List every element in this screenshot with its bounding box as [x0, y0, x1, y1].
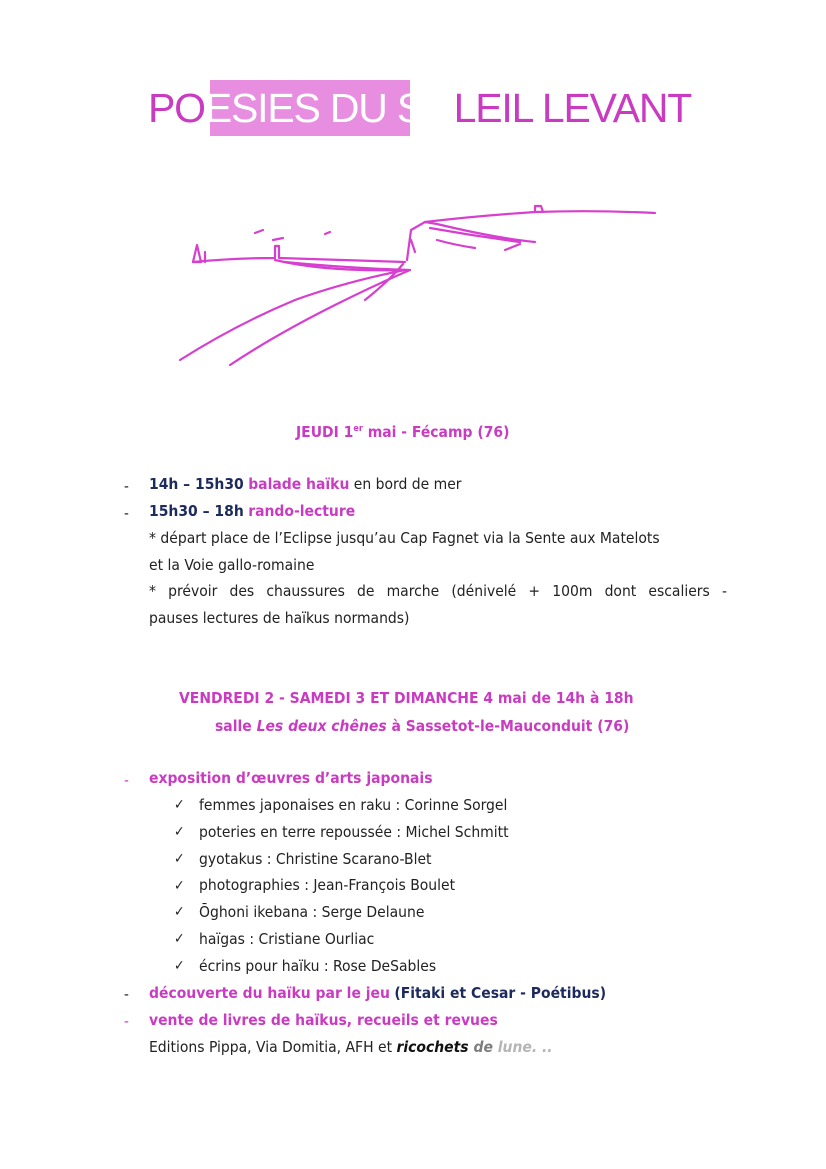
check-icon: ✓: [174, 797, 185, 813]
exhibition-item: femmes japonaises en raku : Corinne Sorgel: [199, 796, 508, 814]
exhibition-title: exposition d’œuvres d’arts japonais: [149, 769, 433, 787]
schedule-item-balade: 14h – 15h30 balade haïku en bord de mer: [149, 475, 462, 493]
day2-heading: VENDREDI 2 - SAMEDI 3 ET DIMANCHE 4 mai de 14h à 18h: [179, 689, 634, 707]
check-icon: ✓: [174, 958, 185, 974]
note-line: pauses lectures de haïkus normands): [149, 609, 410, 627]
exhibition-item: écrins pour haïku : Rose DeSables: [199, 957, 437, 975]
note-line: * prévoir des chaussures de marche (dénivelé + 100m dont escaliers -: [149, 582, 727, 600]
note-line: et la Voie gallo-romaine: [149, 556, 315, 574]
exhibition-item: photographies : Jean-François Boulet: [199, 876, 456, 894]
bullet-dash: -: [124, 504, 129, 522]
check-icon: ✓: [174, 931, 185, 947]
day1-heading: JEUDI 1er mai - Fécamp (76): [296, 423, 510, 441]
bullet-dash: -: [124, 985, 129, 1003]
exhibition-item: haïgas : Cristiane Ourliac: [199, 930, 375, 948]
discovery-item: découverte du haïku par le jeu (Fitaki et Cesar - Poétibus): [149, 984, 607, 1002]
bullet-dash: -: [124, 1012, 129, 1030]
bullet-dash: -: [124, 771, 129, 789]
check-icon: ✓: [174, 904, 185, 920]
check-icon: ✓: [174, 851, 185, 867]
exhibition-item: poteries en terre repoussée : Michel Schmitt: [199, 823, 509, 841]
day2-venue: salle Les deux chênes à Sassetot-le-Mauconduit (76): [215, 717, 630, 735]
editions-line: Editions Pippa, Via Domitia, AFH et ricochets de lune. ..: [149, 1038, 553, 1056]
check-icon: ✓: [174, 878, 185, 894]
exhibition-item: gyotakus : Christine Scarano-Blet: [199, 850, 432, 868]
title-text: POESIES DU SOLEIL LEVANT: [148, 85, 692, 131]
exhibition-item: Ōghoni ikebana : Serge Delaune: [199, 903, 425, 921]
schedule-item-rando: 15h30 – 18h rando-lecture: [149, 502, 356, 520]
sale-title: vente de livres de haïkus, recueils et revues: [149, 1011, 498, 1029]
note-line: * départ place de l’Eclipse jusqu’au Cap Fagnet via la Sente aux Matelots: [149, 529, 660, 547]
coastline-drawing: [175, 200, 665, 370]
check-icon: ✓: [174, 824, 185, 840]
bullet-dash: -: [124, 477, 129, 495]
